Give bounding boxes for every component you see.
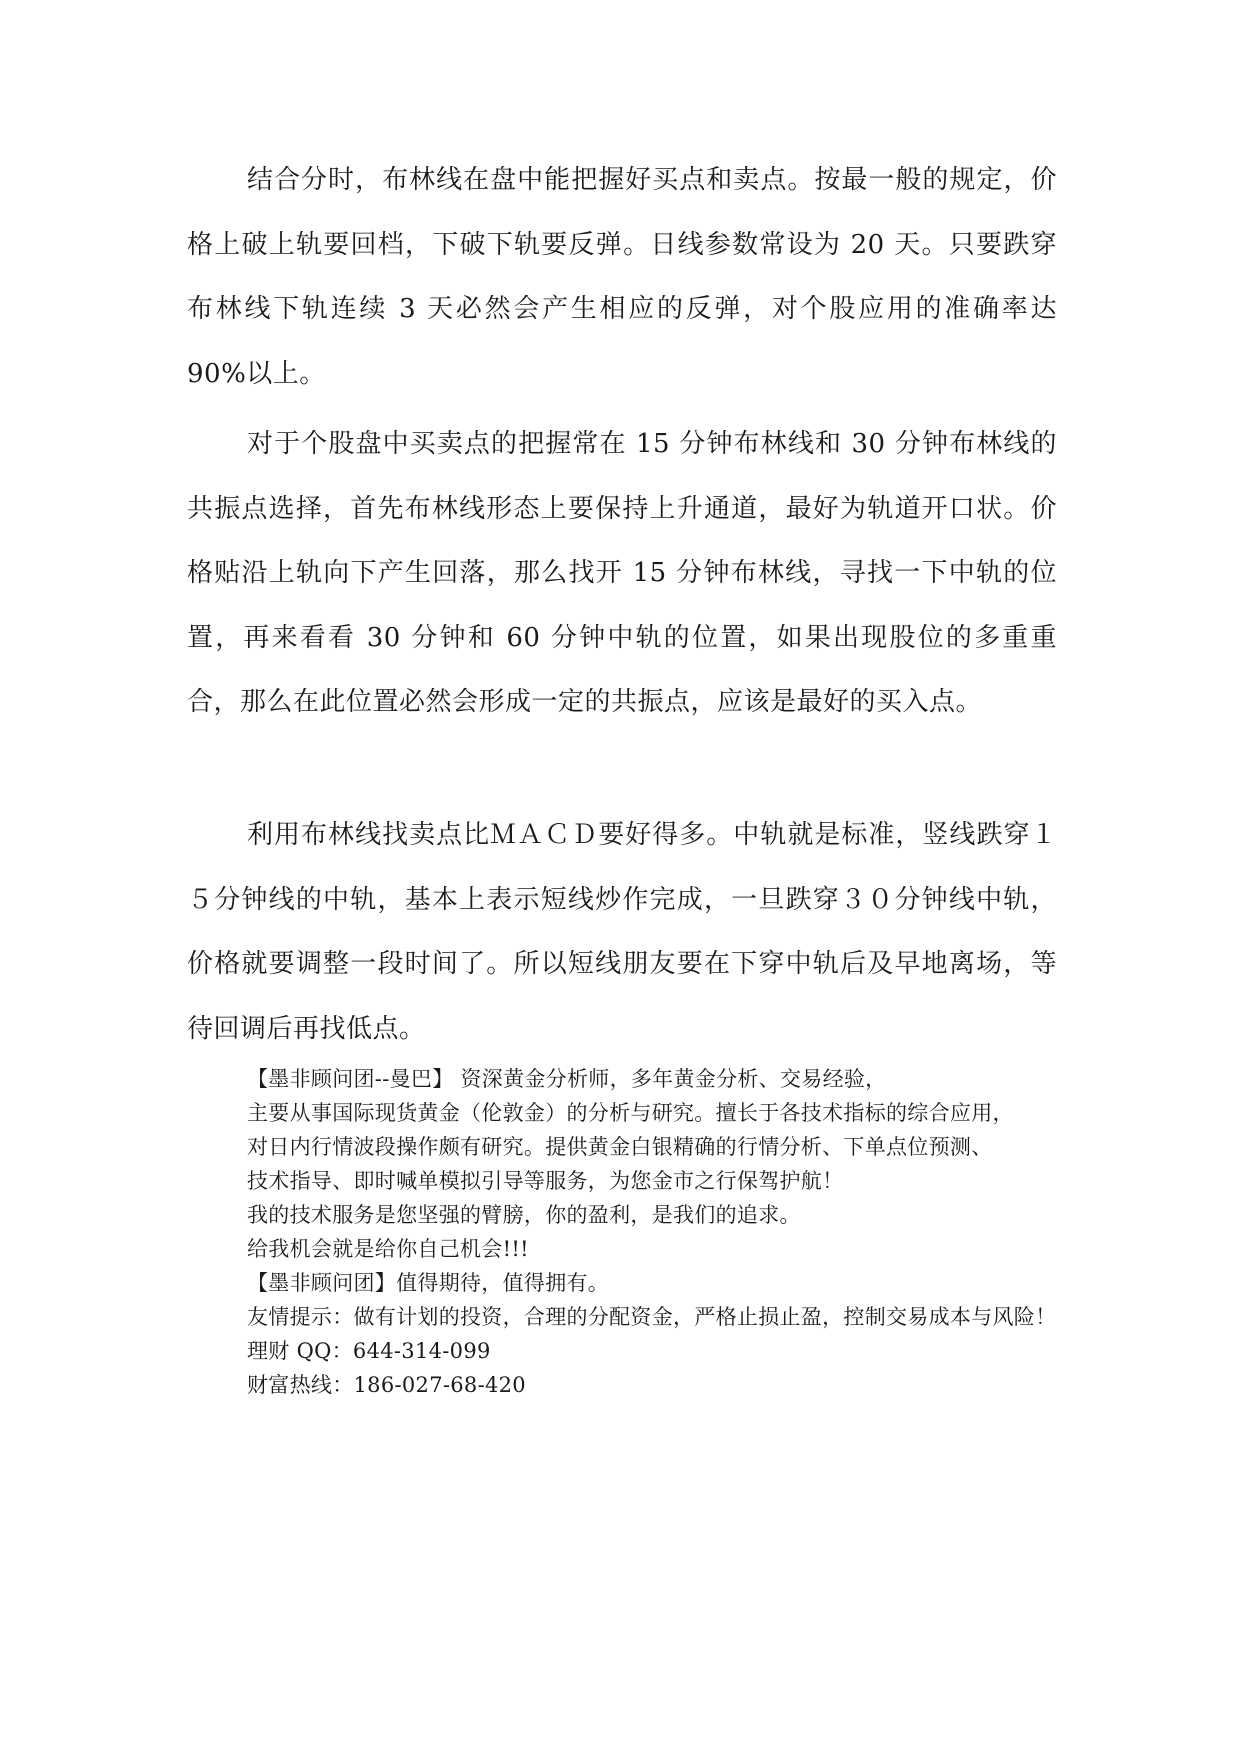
article-paragraph-1: 结合分时，布林线在盘中能把握好买点和卖点。按最一般的规定，价格上破上轨要回档，下破下轨要反弹。日线参数常设为 20 天。只要跌穿布林线下轨连续 3 天必然会产生相应的反弹，对个股应用的准确率达 90%以上。 [187, 165, 1057, 389]
promo-line-tip: 友情提示：做有计划的投资，合理的分配资金，严格止损止盈，控制交易成本与风险！ [247, 1305, 1057, 1329]
article-paragraph-3: 利用布林线找卖点比ＭＡＣＤ要好得多。中轨就是标准，竖线跌穿１５分钟线的中轨，基本上表示短线炒作完成，一旦跌穿３０分钟线中轨，价格就要调整一段时间了。所以短线朋友要在下穿中轨后及早地离场，等待回调后再找低点。 [187, 820, 1057, 1044]
promo-line-focus: 主要从事国际现货黄金（伦敦金）的分析与研究。擅长于各技术指标的综合应用， [247, 1101, 1014, 1125]
promo-line-qq: 理财 QQ：644-314-099 [247, 1339, 491, 1363]
promo-line-support: 我的技术服务是您坚强的臂膀，你的盈利，是我们的追求。 [247, 1203, 801, 1227]
promo-line-opportunity: 给我机会就是给你自己机会!!! [247, 1237, 529, 1261]
advisor-promo-block [187, 1062, 1057, 1402]
promo-line-guidance: 技术指导、即时喊单模拟引导等服务，为您金市之行保驾护航！ [247, 1169, 844, 1193]
promo-line-hotline: 财富热线：186-027-68-420 [247, 1373, 526, 1397]
promo-line-services: 对日内行情波段操作颇有研究。提供黄金白银精确的行情分析、下单点位预测、 [247, 1135, 993, 1159]
promo-line-intro: 【墨非顾问团--曼巴】 资深黄金分析师，多年黄金分析、交易经验， [247, 1067, 887, 1091]
promo-line-slogan: 【墨非顾问团】值得期待，值得拥有。 [247, 1271, 610, 1295]
article-paragraph-2: 对于个股盘中买卖点的把握常在 15 分钟布林线和 30 分钟布林线的共振点选择，首先布林线形态上要保持上升通道，最好为轨道开口状。价格贴沿上轨向下产生回落，那么找开 15 分钟布林线，寻找一下中轨的位置，再来看看 30 分钟和 60 分钟中轨的位置，如果出现股位的多重重合，那么在此位置必然会形成一定的共振点，应该是最好的买入点。 [187, 429, 1057, 717]
